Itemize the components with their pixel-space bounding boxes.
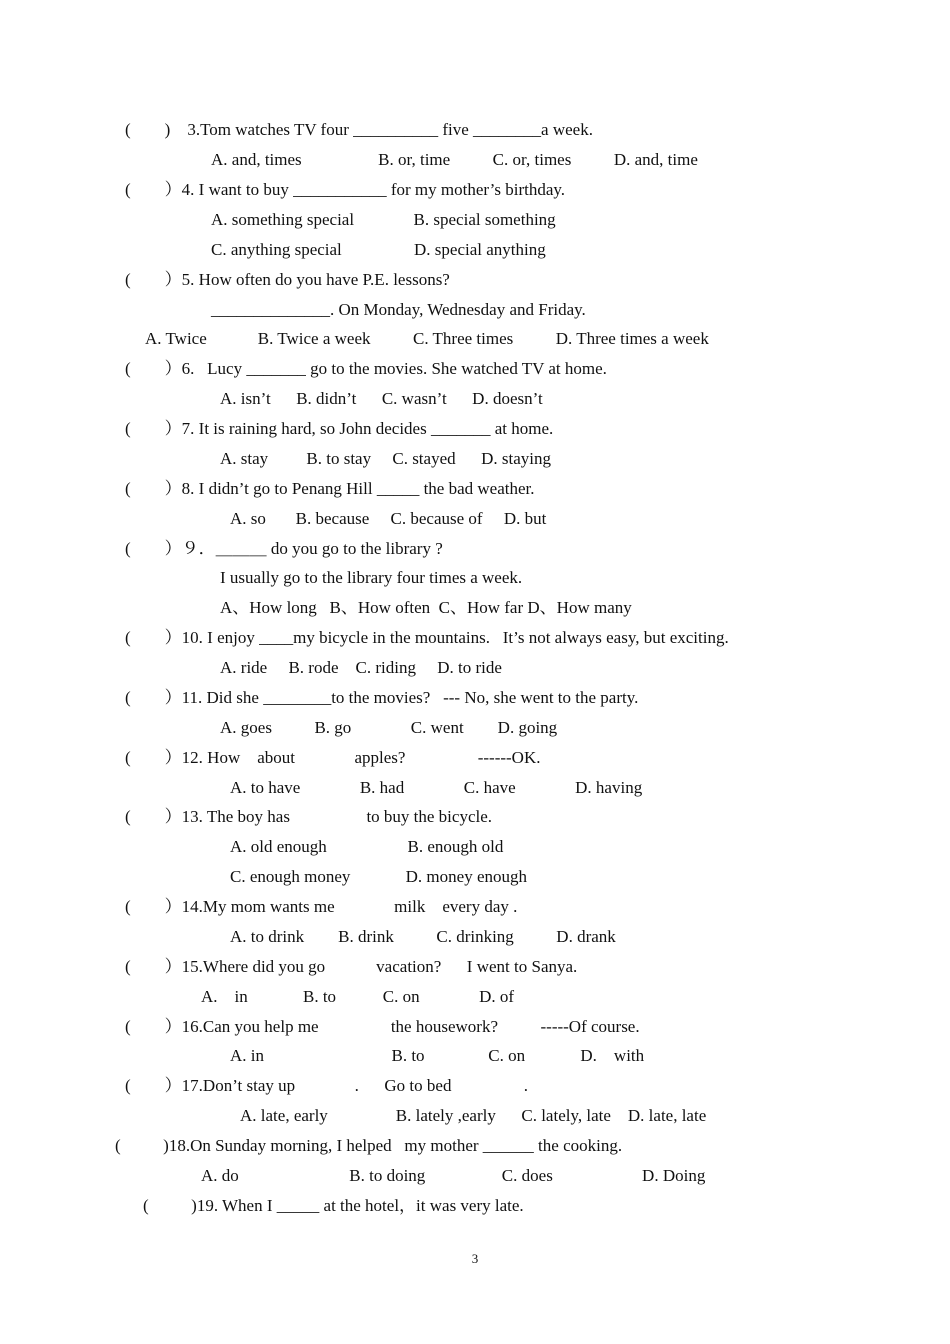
options-11: A. goes B. go C. went D. going xyxy=(220,718,558,737)
options-9: A、How long B、How often C、How far D、How many xyxy=(220,598,632,617)
question-3: ( ) 3.Tom watches TV four __________ five ________a week. xyxy=(125,120,593,139)
question-4: ( ）4. I want to buy ___________ for my mother’s birthday. xyxy=(125,180,566,199)
options-6: A. isn’t B. didn’t C. wasn’t D. doesn’t xyxy=(220,389,543,408)
question-18: ( )18.On Sunday morning, I helped my mother ______ the cooking. xyxy=(115,1136,623,1155)
question-15: ( ）15.Where did you go vacation? I went to Sanya. xyxy=(125,957,578,976)
options-5: A. Twice B. Twice a week C. Three times D. Three times a week xyxy=(145,329,709,348)
options-13-row-2: C. enough money D. money enough xyxy=(230,867,527,886)
options-10: A. ride B. rode C. riding D. to ride xyxy=(220,658,502,677)
question-11: ( ）11. Did she ________to the movies? --- No, she went to the party. xyxy=(125,688,639,707)
options-14: A. to drink B. drink C. drinking D. drank xyxy=(230,927,616,946)
options-16: A. in B. to C. on D. with xyxy=(230,1046,645,1065)
question-17: ( ）17.Don’t stay up . Go to bed . xyxy=(125,1076,528,1095)
question-8: ( ）8. I didn’t go to Penang Hill _____ the bad weather. xyxy=(125,479,535,498)
options-13-row-1: A. old enough B. enough old xyxy=(230,837,504,856)
question-19: ( )19. When I _____ at the hotel，it was very late. xyxy=(143,1196,524,1215)
question-13: ( ）13. The boy has to buy the bicycle. xyxy=(125,807,493,826)
question-9: ( ）９．＿＿＿ do you go to the library ? xyxy=(125,539,443,558)
options-4-row-2: C. anything special D. special anything xyxy=(211,240,546,259)
question-14: ( ）14.My mom wants me milk every day . xyxy=(125,897,518,916)
answer-line-5: ______________. On Monday, Wednesday and Friday. xyxy=(211,300,586,319)
options-12: A. to have B. had C. have D. having xyxy=(230,778,643,797)
question-7: ( ）7. It is raining hard, so John decides _______ at home. xyxy=(125,419,554,438)
options-7: A. stay B. to stay C. stayed D. staying xyxy=(220,449,552,468)
question-6: ( ）6. Lucy _______ go to the movies. She watched TV at home. xyxy=(125,359,607,378)
options-18: A. do B. to doing C. does D. Doing xyxy=(201,1166,706,1185)
page-number: 3 xyxy=(471,1251,479,1266)
question-5: ( ）5. How often do you have P.E. lessons? xyxy=(125,270,450,289)
question-12: ( ）12. How about apples? ------OK. xyxy=(125,748,541,767)
options-4-row-1: A. something special B. special something xyxy=(211,210,556,229)
options-8: A. so B. because C. because of D. but xyxy=(230,509,547,528)
options-17: A. late, early B. lately ,early C. lately, late D. late, late xyxy=(240,1106,707,1125)
question-16: ( ）16.Can you help me the housework? -----Of course. xyxy=(125,1017,640,1036)
question-10: ( ）10. I enjoy ____my bicycle in the mountains. It’s not always easy, but exciting. xyxy=(125,628,729,647)
options-3: A. and, times B. or, time C. or, times D. and, time xyxy=(211,150,698,169)
answer-line-9: I usually go to the library four times a week. xyxy=(220,568,523,587)
options-15: A. in B. to C. on D. of xyxy=(201,987,515,1006)
